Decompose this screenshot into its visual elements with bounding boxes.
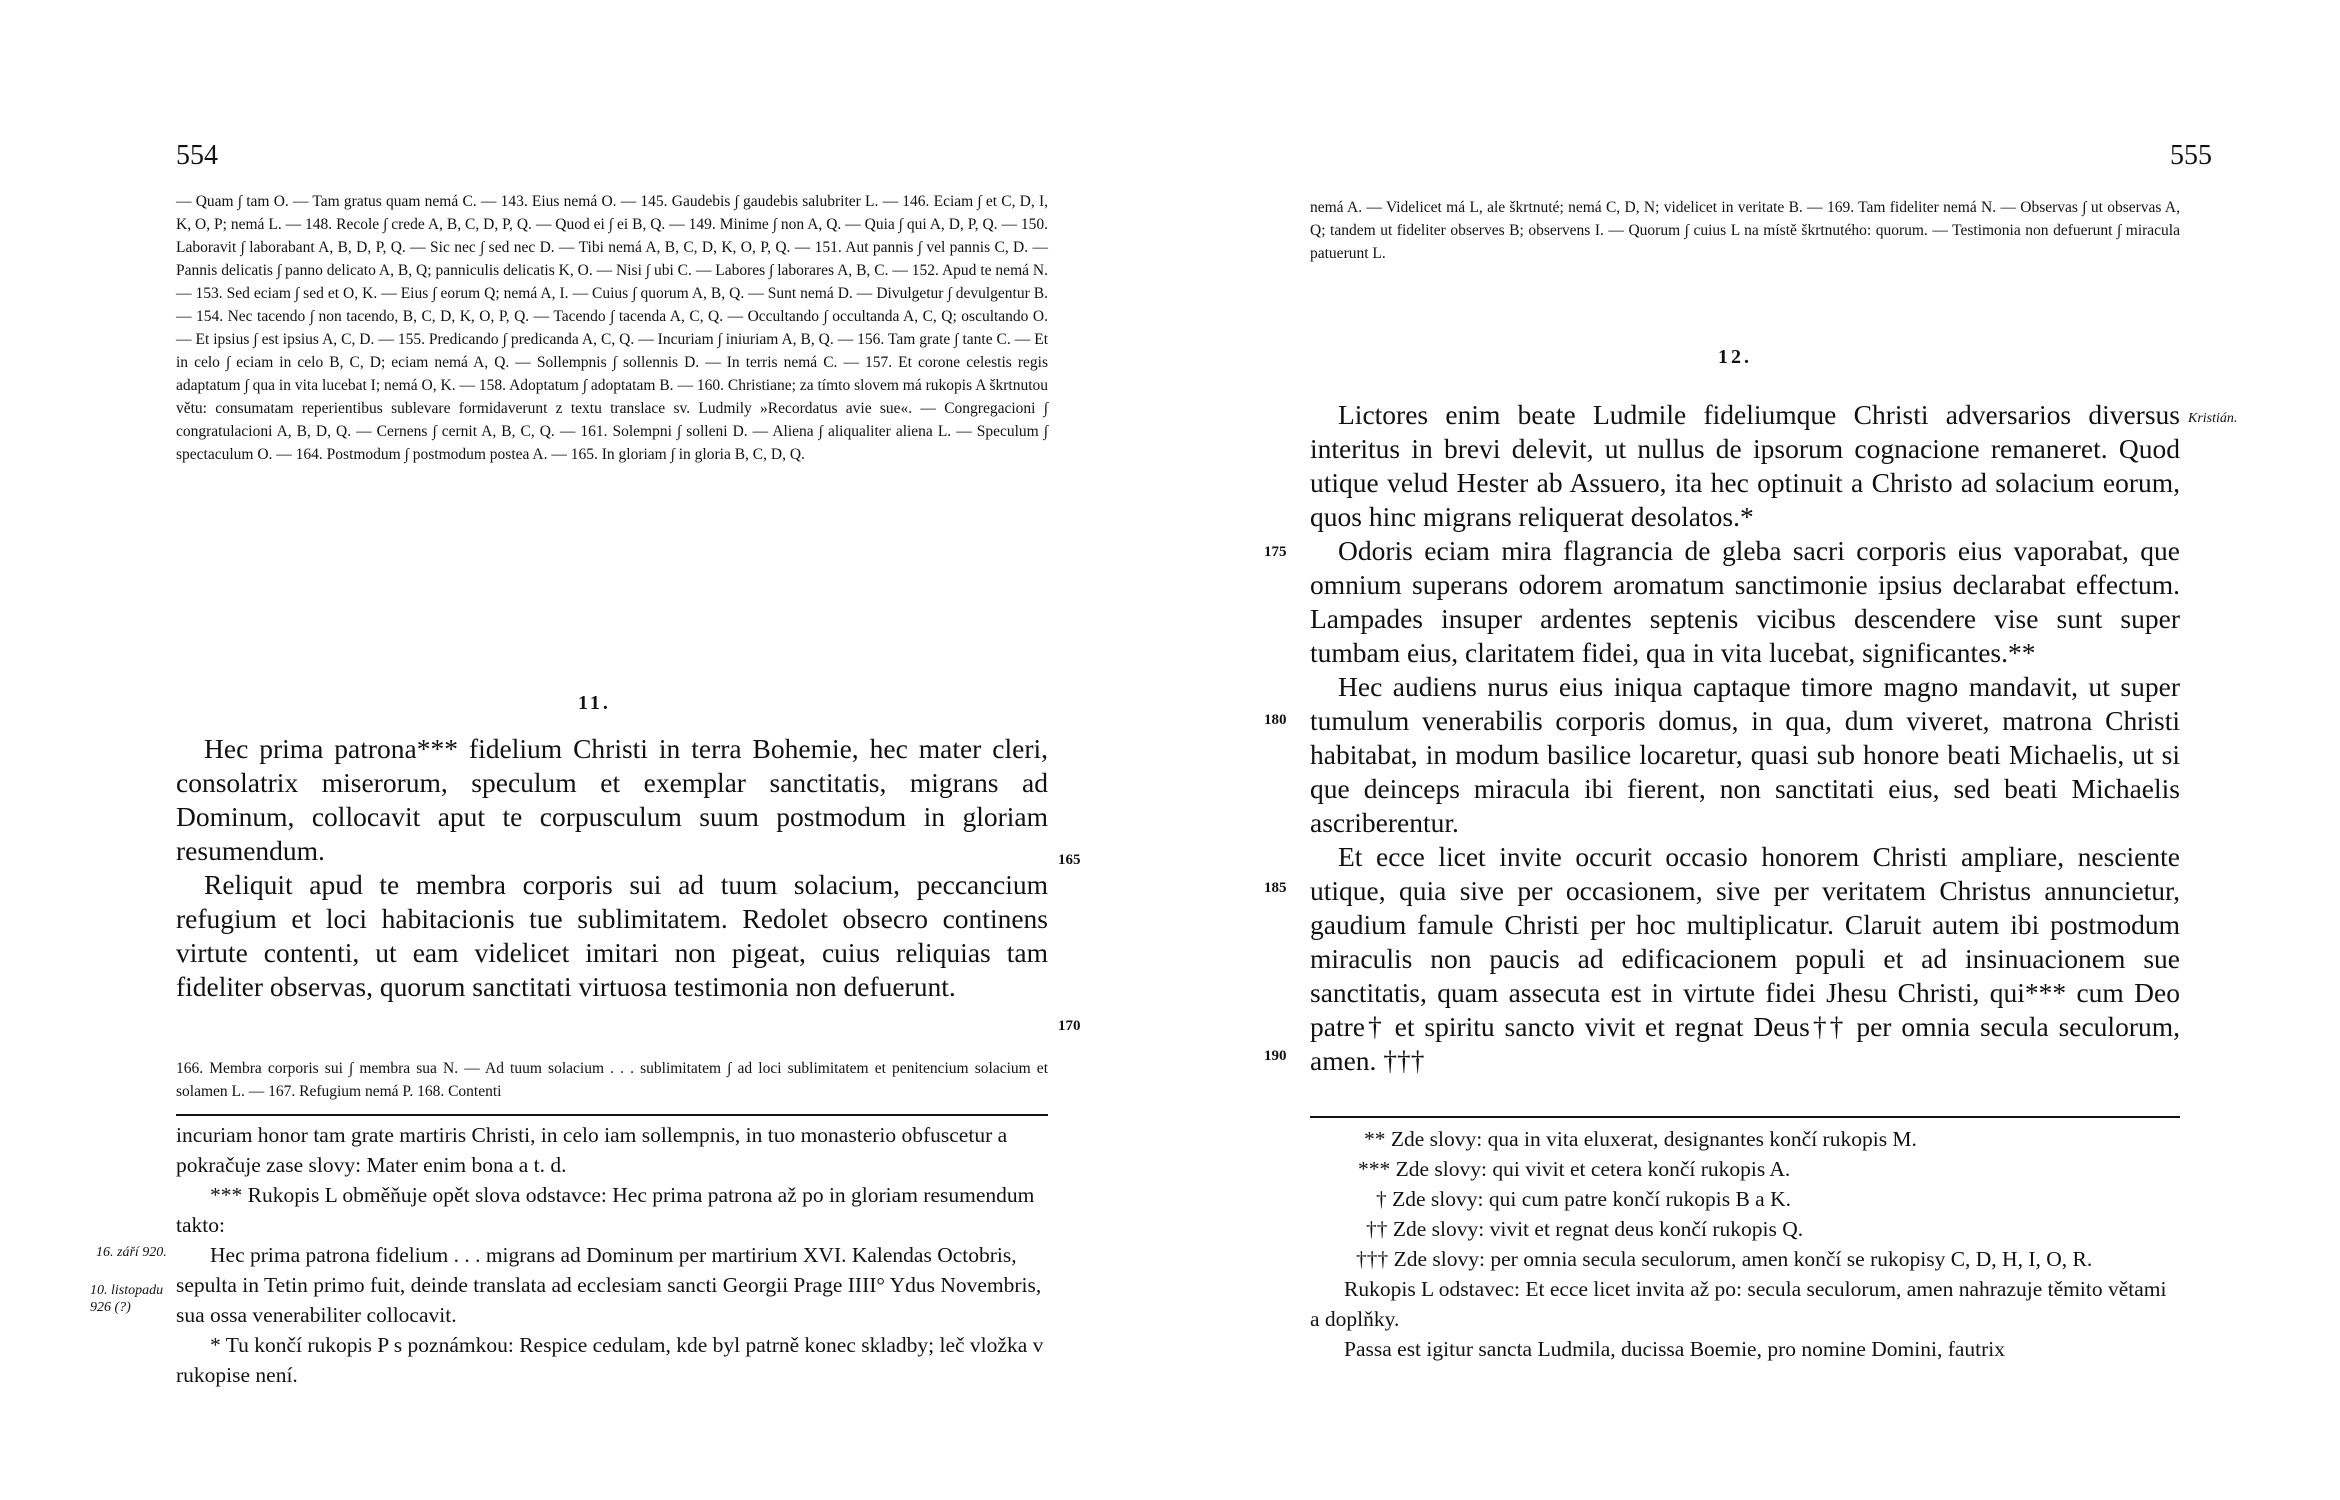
margin-author-note: Kristián. xyxy=(2188,411,2238,426)
footnote: †† Zde slovy: vivit et regnat deus končí rukopis Q. xyxy=(1366,1217,1804,1241)
main-text xyxy=(1310,398,2180,1078)
section-heading: 11. xyxy=(578,692,611,714)
footnote: Hec prima patrona fidelium . . . migrans ad Dominum per martirium XVI. Kalendas Octobris, sepulta in Tetin primo fuit, deinde translata ad ecclesiam sancti Georgii Prage IIII° Ydus Novembris, sua ossa venerabiliter collocavit. xyxy=(176,1243,1042,1327)
line-number: 180 xyxy=(1264,712,1287,728)
footnote: *** Rukopis L obměňuje opět slova odstavce: Hec prima patrona až po in gloriam resumendum takto: xyxy=(176,1183,1035,1237)
margin-date-note: 16. září 920. xyxy=(96,1245,167,1260)
footnote: Rukopis L odstavec: Et ecce licet invita až po: secula seculorum, amen nahrazuje těmito větami a doplňky. xyxy=(1310,1277,2167,1331)
footnote: *** Zde slovy: qui vivit et cetera končí rukopis A. xyxy=(1358,1157,1791,1181)
line-number: 185 xyxy=(1264,880,1287,896)
footnote: † Zde slovy: qui cum patre končí rukopis B a K. xyxy=(1376,1187,1791,1211)
margin-date-note: 10. listopadu 926 (?) xyxy=(90,1283,164,1315)
main-paragraph: Hec prima patrona*** fidelium Christi in terra Bohemie, hec mater cleri, consolatrix miserorum, speculum et exemplar sanctitatis, migrans ad Dominum, collocavit aput te corpusculum suum postmodum in gloriam resumendum. xyxy=(176,733,1048,866)
footnote: * Tu končí rukopis P s poznámkou: Respice cedulam, kde byl patrně konec skladby; leč vložka v rukopise není. xyxy=(176,1333,1044,1387)
footnote-rule xyxy=(176,1114,1048,1116)
footnotes xyxy=(176,1120,1048,1390)
main-paragraph: Hec audiens nurus eius iniqua captaque timore magno mandavit, ut super tumulum venerabilis corporis domus, in qua, dum viveret, matrona Christi habitabat, in modum basilice locaretur, quasi sub honore beati Michaelis, ut si que deinceps miracula ibi fierent, non sanctitati eius, sed beati Michaelis ascriberentur. xyxy=(1310,671,2180,838)
main-text xyxy=(176,732,1048,1004)
footnote: ** Zde slovy: qua in vita eluxerat, designantes končí rukopis M. xyxy=(1364,1127,1917,1151)
critical-apparatus-top: — Quam ∫ tam O. — Tam gratus quam nemá C. — 143. Eius nemá O. — 145. Gaudebis ∫ gaudebis salubriter L. — 146. Eciam ∫ et C, D, I, K, O, P; nemá L. — 148. Recole ∫ crede A, B, C, D, P, Q. — Quod ei ∫ ei B, Q. — 149. Minime ∫ non A, Q. — Quia ∫ qui A, D, P, Q. — 150. Laboravit ∫ laborabant A, B, D, P, Q. — Sic nec ∫ sed nec D. — Tibi nemá A, B, C, D, K, O, P, Q. — 151. Aut pannis ∫ vel pannis C, D. — Pannis delicatis ∫ panno delicato A, B, Q; panniculis delicatis K, O. — Nisi ∫ ubi C. — Labores ∫ laborares A, B, C. — 152. Apud te nemá N. — 153. Sed eciam ∫ sed et O, K. — Eius ∫ eorum Q; nemá A, I. — Cuius ∫ quorum A, B, Q. — Sunt nemá D. — Divulgetur ∫ devulgentur B. — 154. Nec tacendo ∫ non tacendo, B, C, D, K, O, P, Q. — Tacendo ∫ tacenda A, C, Q. — Occultando ∫ occultanda A, C, Q; oscultando O. — Et ipsius ∫ est ipsius A, C, D. — 155. Predicando ∫ predicanda A, C, Q. — Incuriam ∫ iniuriam A, B, Q. — 156. Tam grate ∫ tante C. — Et in celo ∫ eciam in celo B, C, D; eciam nemá A, Q. — Sollempnis ∫ sollennis D. — In terris nemá C. — 157. Et corone celestis regis adaptatum ∫ qua in vita lucebat I; nemá O, K. — 158. Adoptatum ∫ adoptatam B. — 160. Christiane; za tímto slovem má rukopis A škrtnutou větu: consumatam reperientibus sublevare formidaverunt z textu translace sv. Ludmily »Recordatus avie sue«. — Congregacioni ∫ congratulacioni A, B, D, Q. — Cernens ∫ cernit A, B, C, Q. — 161. Solempni ∫ solleni D. — Aliena ∫ aliqualiter aliena L. — Speculum ∫ spectaculum O. — 164. Postmodum ∫ postmodum postea A. — 165. In gloriam ∫ in gloria B, C, D, Q. xyxy=(176,193,1048,463)
footnote: ††† Zde slovy: per omnia secula seculorum, amen končí se rukopisy C, D, H, I, O, R. xyxy=(1356,1247,2093,1271)
footnotes xyxy=(1310,1124,2180,1364)
footnote-rule xyxy=(1310,1116,2180,1118)
line-number: 165 xyxy=(1058,852,1081,868)
page-number: 554 xyxy=(176,140,218,171)
main-paragraph: Reliquit apud te membra corporis sui ad tuum solacium, peccancium refugium et loci habitacionis tue sublimitatem. Redolet obsecro continens virtute contenti, ut eam videlicet imitari non pigeat, cuius reliquias tam fideliter observas, quorum sanctitati virtuosa testimonia non defuerunt. xyxy=(176,869,1048,1002)
main-paragraph: Odoris eciam mira flagrancia de gleba sacri corporis eius vaporabat, que omnium superans odorem aromatum sanctimonie ipsius declarabat effectum. Lampades insuper ardentes septenis vicibus descendere vise sunt super tumbam eius, claritatem fidei, qua in vita lucebat, significantes.** xyxy=(1310,535,2180,668)
line-number: 190 xyxy=(1264,1048,1287,1064)
right-page xyxy=(1170,0,2340,1500)
critical-apparatus-bottom: 166. Membra corporis sui ∫ membra sua N. — Ad tuum solacium . . . sublimitatem ∫ ad loci sublimitatem et penitencium solacium et solamen L. — 167. Refugium nemá P. 168. Contenti xyxy=(176,1060,1048,1100)
footnote: incuriam honor tam grate martiris Christi, in celo iam sollempnis, in tuo monasterio obfuscetur a pokračuje zase slovy: Mater enim bona a t. d. xyxy=(176,1123,1008,1177)
main-paragraph: Lictores enim beate Ludmile fideliumque Christi adversarios diversus interitus in brevi delevit, ut nullus de ipsorum cognacione remaneret. Quod utique velud Hester ab Assuero, ita hec optinuit a Christo ad solacium eorum, quos hinc migrans reliquerat desolatos.* xyxy=(1310,399,2180,532)
page-number: 555 xyxy=(2170,140,2212,171)
line-number: 170 xyxy=(1058,1018,1081,1034)
section-heading: 12. xyxy=(1718,346,1752,368)
footnote: Passa est igitur sancta Ludmila, ducissa Boemie, pro nomine Domini, fautrix xyxy=(1344,1337,2005,1361)
main-paragraph: Et ecce licet invite occurit occasio honorem Christi ampliare, nesciente utique, quia sive per occasionem, sive per veritatem Christus annuncietur, gaudium famule Christi per hoc multiplicatur. Claruit autem ibi postmodum miraculis non paucis ad edificacionem populi et ad insinuacionem sue sanctitatis, quam assecuta est in virtute fidei Jhesu Christi, qui*** cum Deo patre† et spiritu sancto vivit et regnat Deus†† per omnia secula seculorum, amen. ††† xyxy=(1310,841,2180,1076)
line-number: 175 xyxy=(1264,544,1287,560)
critical-apparatus-top: nemá A. — Videlicet má L, ale škrtnuté; nemá C, D, N; videlicet in veritate B. — 169. Tam fideliter nemá N. — Observas ∫ ut observas A, Q; tandem ut fideliter observes B; observens I. — Quorum ∫ cuius L na místě škrtnutého: quorum. — Testimonia non defuerunt ∫ miracula patuerunt L. xyxy=(1310,199,2180,262)
